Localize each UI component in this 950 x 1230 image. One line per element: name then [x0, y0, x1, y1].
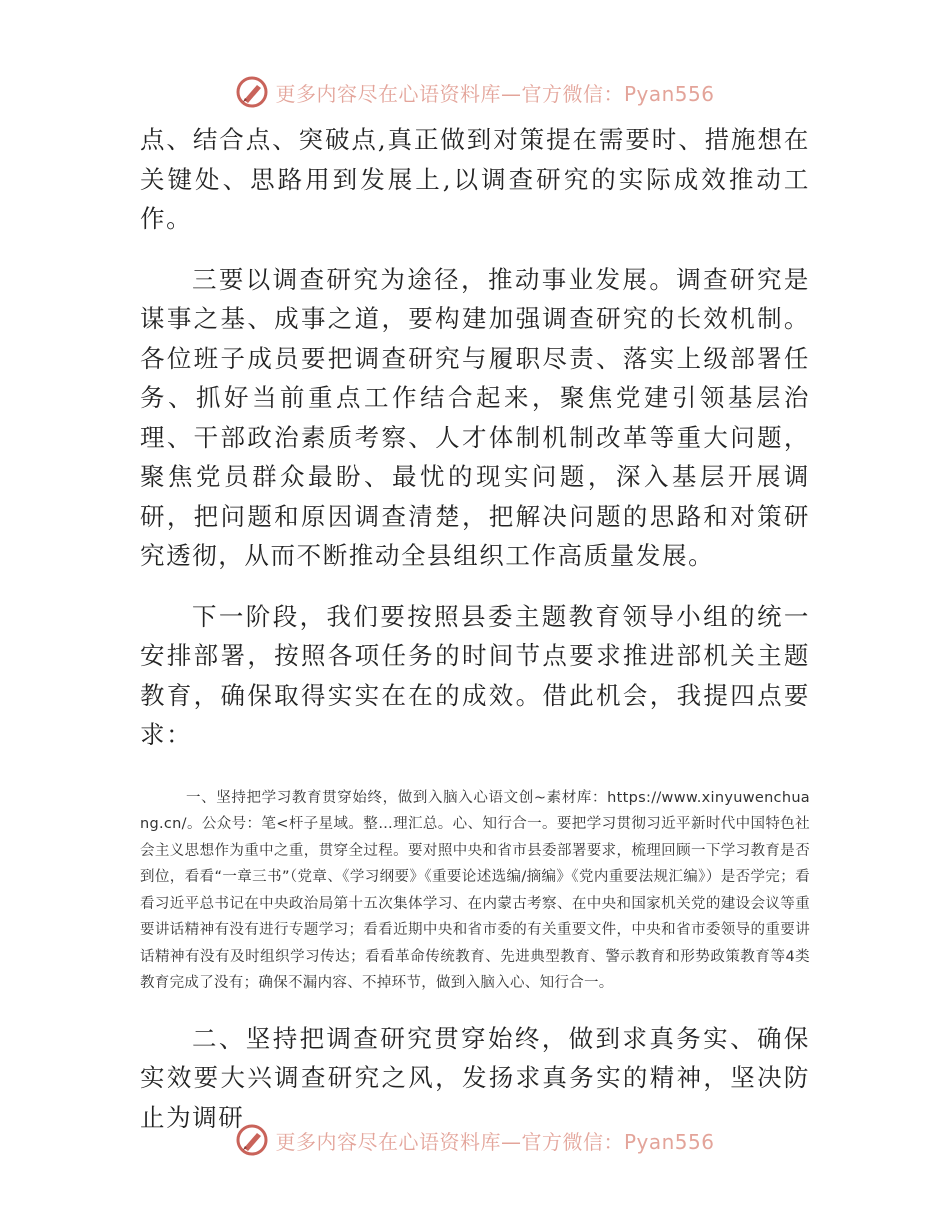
pen-logo-icon — [235, 75, 269, 109]
footer-watermark — [0, 1120, 950, 1160]
paragraph-requirement-one: 一、坚持把学习教育贯穿始终，做到入脑入心语文创~素材库：https://www.xinyuwenchuang.cn/。公众号：笔<杆子星域。整…理汇总。心、知行合一。要把学习贯彻习近平新时代中国特色社会主义思想作为重中之重，贯穿全过程。要对照中央和省市县委部署要求，梳理回顾一下学习教育是否到位，看看“一章三书”（党章、《学习纲要》《重要论述选编/摘编》《党内重要法规汇编》）是否学完；看看习近平总书记在中央政治局第十五次集体学习、在内蒙古考察、在中央和国家机关党的建设会议等重要讲话精神有没有进行专题学习；看看近期中央和省市委的有关重要文件，中央和省市委领导的重要讲话精神有没有及时组织学习传达；看看革命传统教育、先进典型教育、警示教育和形势政策教育等4类教育完成了没有；确保不漏内容、不掉环节，做到入脑入心、知行合一。 — [140, 789, 810, 991]
header-watermark — [0, 72, 950, 112]
watermark-text: 更多内容尽在心语资料库—官方微信：Pyan556 — [275, 81, 715, 106]
paragraph-next-stage: 下一阶段，我们要按照县委主题教育领导小组的统一安排部署，按照各项任务的时间节点要求推进部机关主题教育，确保取得实实在在的成效。借此机会，我提四点要求： — [140, 601, 810, 749]
paragraph-continuation: 点、结合点、突破点,真正做到对策提在需要时、措施想在关键处、思路用到发展上,以调查研究的实际成效推动工作。 — [140, 125, 810, 233]
pen-logo-icon — [235, 1123, 269, 1157]
document-body — [140, 120, 810, 1137]
watermark-text: 更多内容尽在心语资料库—官方微信：Pyan556 — [275, 1129, 715, 1154]
paragraph-requirement-two: 二、坚持把调查研究贯穿始终，做到求真务实、确保实效要大兴调查研究之风，发扬求真务实的精神，坚决防止为调研 — [140, 1023, 810, 1132]
paragraph-point-three: 三要以调查研究为途径，推动事业发展。调查研究是谋事之基、成事之道，要构建加强调查研究的长效机制。各位班子成员要把调查研究与履职尽责、落实上级部署任务、抓好当前重点工作结合起来，聚焦党建引领基层治理、干部政治素质考察、人才体制机制改革等重大问题，聚焦党员群众最盼、最忧的现实问题，深入基层开展调研，把问题和原因调查清楚，把解决问题的思路和对策研究透彻，从而不断推动全县组织工作高质量发展。 — [140, 264, 810, 570]
